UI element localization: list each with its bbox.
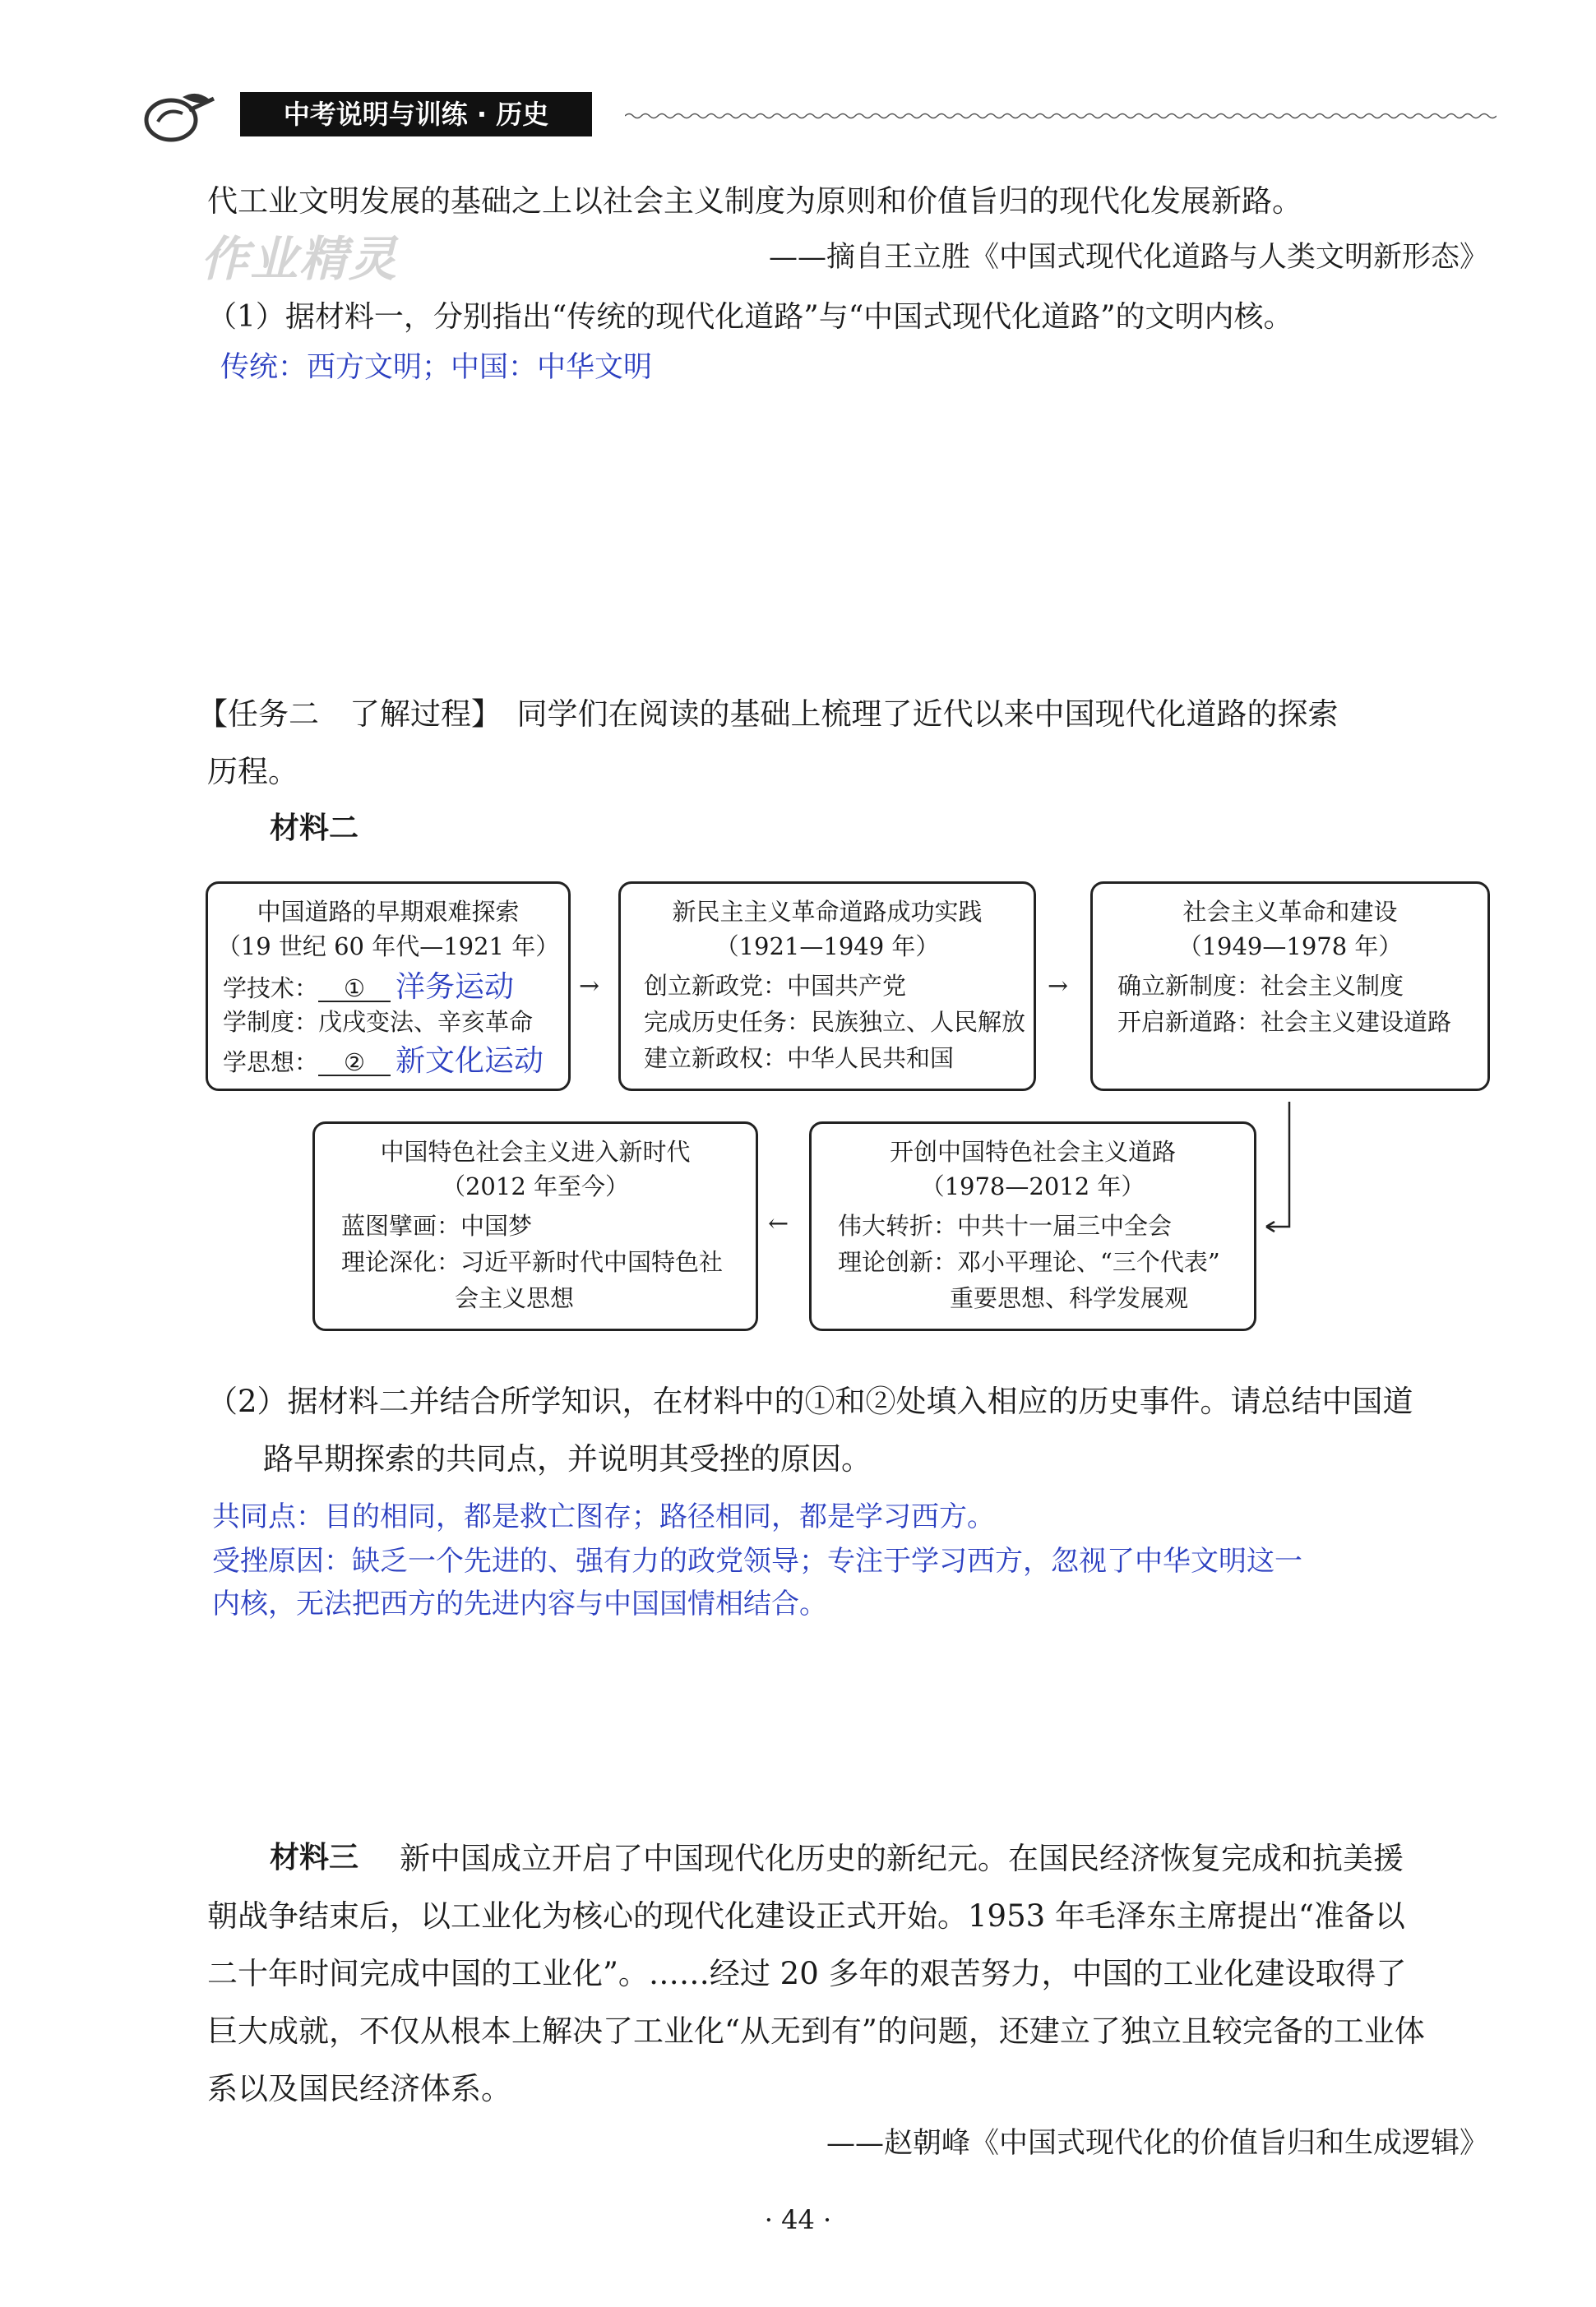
- box5-row1: 蓝图擘画：中国梦: [341, 1212, 533, 1240]
- flow-connector-down: [1263, 1102, 1312, 1233]
- box1-row1-prefix: 学技术：: [223, 974, 319, 1002]
- flow-arrow-left: ←: [768, 1209, 789, 1238]
- blank-1: ①: [318, 977, 391, 1002]
- box1-title: 中国道路的早期艰难探索: [257, 898, 520, 926]
- material3-line4: 巨大成就，不仅从根本上解决了工业化“从无到有”的问题，还建立了独立且较完备的工业体: [207, 2013, 1425, 2049]
- material3-line1: 新中国成立开启了中国现代化历史的新纪元。在国民经济恢复完成和抗美援: [400, 1841, 1404, 1876]
- box2-row3: 建立新政权：中华人民共和国: [644, 1044, 955, 1072]
- blank-1-answer: 洋务运动: [396, 970, 515, 1004]
- flow-arrow-right-2: →: [1048, 972, 1069, 1001]
- box3-row2: 开启新道路：社会主义建设道路: [1117, 1008, 1452, 1036]
- material2-label: 材料二: [270, 811, 359, 845]
- question2-answer-3: 内核，无法把西方的先进内容与中国国情相结合。: [212, 1588, 827, 1620]
- box1-row1: [223, 970, 515, 1004]
- material3-source: ——赵朝峰《中国式现代化的价值旨归和生成逻辑》: [826, 2127, 1488, 2160]
- box1-row3-prefix: 学思想：: [223, 1048, 319, 1076]
- question2-prompt-cont: 路早期探索的共同点，并说明其受挫的原因。: [263, 1441, 872, 1477]
- box3-period: （1949—1978 年）: [1177, 932, 1403, 960]
- page-number: · 44 ·: [764, 2204, 832, 2235]
- question2-answer-2: 受挫原因：缺乏一个先进的、强有力的政党领导；专注于学习西方，忽视了中华文明这一: [212, 1545, 1302, 1578]
- box5-row2: 理论深化：习近平新时代中国特色社: [341, 1248, 724, 1276]
- box1-row3: [223, 1044, 544, 1078]
- box5-title: 中国特色社会主义进入新时代: [380, 1138, 691, 1166]
- material3-line2: 朝战争结束后，以工业化为核心的现代化建设正式开始。1953 年毛泽东主席提出“准备以: [207, 1898, 1405, 1934]
- box4-period: （1978—2012 年）: [920, 1172, 1145, 1200]
- apple-logo-icon: [140, 86, 222, 143]
- flow-box-chinese-socialism-path: [809, 1121, 1256, 1331]
- flow-arrow-right-1: →: [579, 972, 600, 1001]
- box5-period: （2012 年至今）: [441, 1172, 630, 1200]
- question2-prompt: （2）据材料二并结合所学知识，在材料中的①和②处填入相应的历史事件。请总结中国道: [207, 1384, 1413, 1419]
- box2-period: （1921—1949 年）: [715, 932, 940, 960]
- box4-row3: 重要思想、科学发展观: [950, 1284, 1189, 1312]
- box3-title: 社会主义革命和建设: [1182, 898, 1398, 926]
- box2-row1: 创立新政党：中国共产党: [644, 972, 907, 1000]
- question2-answer-1: 共同点：目的相同，都是救亡图存；路径相同，都是学习西方。: [212, 1500, 995, 1533]
- blank-2-answer: 新文化运动: [396, 1044, 544, 1078]
- material3-line3: 二十年时间完成中国的工业化”。……经过 20 多年的艰苦努力，中国的工业化建设取得了: [207, 1956, 1407, 1991]
- material3-line5: 系以及国民经济体系。: [207, 2071, 511, 2106]
- watermark: 作业精灵: [201, 231, 399, 287]
- box4-row1: 伟大转折：中共十一届三中全会: [838, 1212, 1173, 1240]
- flow-box-socialist-revolution: [1090, 881, 1490, 1091]
- blank-2: ②: [318, 1051, 391, 1076]
- flow-box-new-era: [312, 1121, 758, 1331]
- task2-intro-cont: 历程。: [207, 754, 298, 789]
- flow-box-early-exploration: [206, 881, 571, 1091]
- header-title: 中考说明与训练 · 历史: [240, 92, 592, 136]
- flow-box-new-democratic-revolution: [618, 881, 1036, 1091]
- box4-title: 开创中国特色社会主义道路: [889, 1138, 1176, 1166]
- box3-row1: 确立新制度：社会主义制度: [1117, 972, 1404, 1000]
- box2-title: 新民主主义革命道路成功实践: [672, 898, 983, 926]
- box2-row2: 完成历史任务：民族独立、人民解放: [644, 1008, 1026, 1036]
- material1-source: ——摘自王立胜《中国式现代化道路与人类文明新形态》: [768, 241, 1488, 274]
- question1-answer: 传统：西方文明；中国：中华文明: [220, 351, 653, 384]
- box4-row2: 理论创新：邓小平理论、“三个代表”: [838, 1248, 1220, 1276]
- box1-period: （19 世纪 60 年代—1921 年）: [216, 932, 560, 960]
- box1-row2: 学制度：戊戌变法、辛亥革命: [223, 1008, 534, 1036]
- header-wavy-rule: [625, 112, 1497, 120]
- task2-intro: 【任务二 了解过程】 同学们在阅读的基础上梳理了近代以来中国现代化道路的探索: [197, 696, 1339, 732]
- question1-prompt: （1）据材料一，分别指出“传统的现代化道路”与“中国式现代化道路”的文明内核。: [207, 300, 1293, 334]
- material1-text: 代工业文明发展的基础之上以社会主义制度为原则和价值旨归的现代化发展新路。: [207, 183, 1302, 219]
- box5-row3: 会主义思想: [455, 1284, 575, 1312]
- material3-label: 材料三: [270, 1841, 359, 1875]
